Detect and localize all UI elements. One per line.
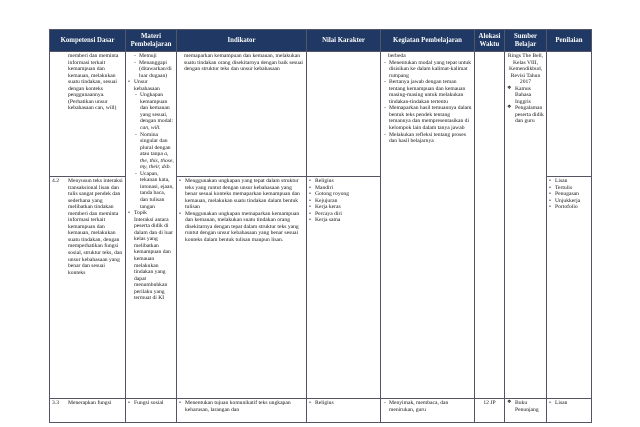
- header-materi-pembelajaran: Materi Pembelajaran: [126, 30, 177, 52]
- kd-text: Menerapkan fungsi: [68, 400, 112, 406]
- penilaian-cell: [547, 52, 592, 177]
- indikator-cell: [177, 177, 307, 399]
- list-item: • Kerja keras: [309, 204, 378, 211]
- list-item: • Kejujuran: [309, 198, 378, 205]
- header-penilaian: Penilaian: [547, 30, 592, 52]
- kd-text: Menyusun teks interaksi transaksional lisan dan tulis sangat pendek dan sederhana yang melibatkan tindakan memberi dan meminta informasi terkait kemampuan dan kemauan, melakukan suatu tindakan, dengan memperhatikan fungsi sosial, struktur teks, dan unsur kebahasaan yang benar dan sesuai konteks: [68, 178, 123, 276]
- kd-number: 4.2: [52, 178, 59, 184]
- list-item: • Gotong royong: [309, 191, 378, 198]
- materi-list: [128, 400, 174, 407]
- topik-text: Interaksi antara peserta didik di dalam dan di luar kelas yang melibatkan kemampuan dan kemauan melakukan tindakan yang dapat menumbuhkan perilaku yang termuat di KI: [134, 216, 173, 302]
- kd-cell: [50, 177, 126, 399]
- list-item: - Memuji: [133, 53, 174, 60]
- list-item: • Fungsi sosial: [128, 400, 174, 407]
- penilaian-list: [549, 178, 589, 211]
- nilai-list: [309, 400, 378, 407]
- list-item: • Religius: [309, 400, 378, 407]
- list-item: • Unjukkerja: [549, 198, 589, 205]
- lesson-plan-table: [49, 29, 592, 423]
- nilai-cell: [307, 177, 381, 399]
- table-row: [50, 399, 592, 423]
- list-item: [128, 79, 174, 210]
- indikator-list: [179, 400, 304, 413]
- sumber-lead: Rings The Bell, Kelas VIII, Kemendikbud, Revisi Tahun 2017: [507, 53, 544, 86]
- list-item: - Melakukan refleksi tentang proses dan hasil belajarnya: [383, 132, 472, 145]
- kegiatan-lead: berbeda: [388, 53, 406, 59]
- sumber-cell: [505, 399, 547, 423]
- list-item: • Lisan: [549, 400, 589, 407]
- unsur-sub-list: [134, 92, 174, 210]
- indikator-text: memaparkan kemampuan dan kemauan, melakukan suatu tindakan orang disekitarnya dengan baik sesuai dengan struktur teks dan unsur kebahasaan: [184, 53, 303, 73]
- list-item: ❖ Buku Penunjang: [507, 400, 544, 413]
- header-sumber-belajar: Sumber Belajar: [505, 30, 547, 52]
- list-item: - Menyimak, membaca, dan menirukan, guru: [383, 400, 472, 413]
- indikator-cell: [177, 399, 307, 423]
- header-indikator: Indikator: [177, 30, 307, 52]
- alokasi-value: 12 JP: [483, 400, 496, 406]
- kd-number: 3.3: [52, 400, 59, 406]
- kd-cell: [50, 52, 126, 177]
- penilaian-cell: [547, 177, 592, 399]
- list-item: - Menentukan modal yang tepat untuk disisikan ke dalam kalimat-kalimat rumpang: [383, 60, 472, 80]
- list-item: [128, 210, 174, 302]
- list-item: • Menentukan tujuan komunikatif teks ungkapan keharusan, larangan dan: [179, 400, 304, 413]
- list-item: - Bertanya jawab dengan teman tentang kemampuan dan kemauan masing-masing untuk melakukan tindakan-tindakan tertentu: [383, 79, 472, 105]
- topik-label: Topik: [134, 210, 147, 217]
- indikator-cell: [177, 52, 307, 177]
- list-item: - Memaparkan hasil temuannya dalam bentuk teks pendek tentang temannya dan mempresentasikan di kelompok lain dalam tanya jawab: [383, 105, 472, 131]
- materi-dash-list: [128, 53, 174, 79]
- header-kegiatan-pembelajaran: Kegiatan Pembelajaran: [381, 30, 475, 52]
- list-item: • Mandiri: [309, 185, 378, 192]
- list-item: • Kerja sama: [309, 217, 378, 224]
- header-kompetensi-dasar: Kompetensi Dasar: [50, 30, 126, 52]
- penilaian-list: [549, 400, 589, 407]
- list-item: • Penugasan: [549, 191, 589, 198]
- indikator-list: [179, 178, 304, 243]
- list-item: • Menggunakan ungkapan yang tepat dalam struktur teks yang runtut dengan unsur kebahasaan yang benar sesuai konteks memaparkan kemampuan dan kemauan, melakukan suatu tindakan dalam bentuk tulisan: [179, 178, 304, 211]
- header-nilai-karakter: Nilai Karakter: [307, 30, 381, 52]
- kd-cell: [50, 399, 126, 423]
- list-item: • Lisan: [549, 178, 589, 185]
- penilaian-cell: [547, 399, 592, 423]
- nilai-cell: [307, 52, 381, 177]
- kegiatan-cell: [381, 52, 475, 399]
- kegiatan-list: [383, 60, 472, 145]
- table-row: [50, 52, 592, 177]
- materi-cell: [126, 399, 177, 423]
- list-item: • Religius: [309, 178, 378, 185]
- rpp-page: [49, 29, 591, 423]
- list-item: - Ucapan, tekanan kata, intonasi, ejaan, tanda baca, dan tulisan tangan: [134, 171, 174, 210]
- list-item: - Menanggapi (ditawarkan/di luar dugaan): [133, 60, 174, 80]
- alokasi-cell: [475, 399, 505, 423]
- list-item: • Portofolio: [549, 204, 589, 211]
- list-item: - Nomina singular dan plural dengan atau tanpa a, the, this, those, my, their, dsb.: [134, 132, 174, 171]
- alokasi-cell: [475, 52, 505, 399]
- nilai-cell: [307, 399, 381, 423]
- table-header-row: [50, 30, 592, 52]
- list-item: - Ungkapan kemampuan dan kemauan yang sesuai, dengan modal: can, will.: [134, 92, 174, 131]
- sumber-list: [507, 86, 544, 125]
- kd-text: memberi dan meminta informasi terkait kemampuan dan kemauan, melakukan suatu tindakan, sesuai dengan konteks penggunaannya. (Perhatikan unsur kebahasaan can, will): [68, 53, 119, 112]
- list-item: • Percaya diri: [309, 211, 378, 218]
- kegiatan-list: [383, 400, 472, 413]
- unsur-label: Unsur kebahasaan: [134, 79, 160, 92]
- list-item: • Tertulis: [549, 185, 589, 192]
- header-alokasi-waktu: Alokasi Waktu: [475, 30, 505, 52]
- sumber-cell: [505, 52, 547, 399]
- materi-unsur-list: [128, 79, 174, 302]
- nilai-list: [309, 178, 378, 224]
- materi-cell: [126, 52, 177, 399]
- sumber-list: [507, 400, 544, 413]
- kegiatan-cell: [381, 399, 475, 423]
- list-item: ❖ Pengalaman peserta didik dan guru: [507, 105, 544, 125]
- list-item: ❖ Kamus Bahasa Inggris: [507, 86, 544, 106]
- list-item: • Menggunakan ungkapan memaparkan kemampuan dan kemauan, melakukan suatu tindakan orang disekitarnya dengan tepat dalam struktur teks yang runtut dengan unsur kebahasaan yang benar sesuai konteks dalam bentuk tulisan maupun lisan.: [179, 211, 304, 244]
